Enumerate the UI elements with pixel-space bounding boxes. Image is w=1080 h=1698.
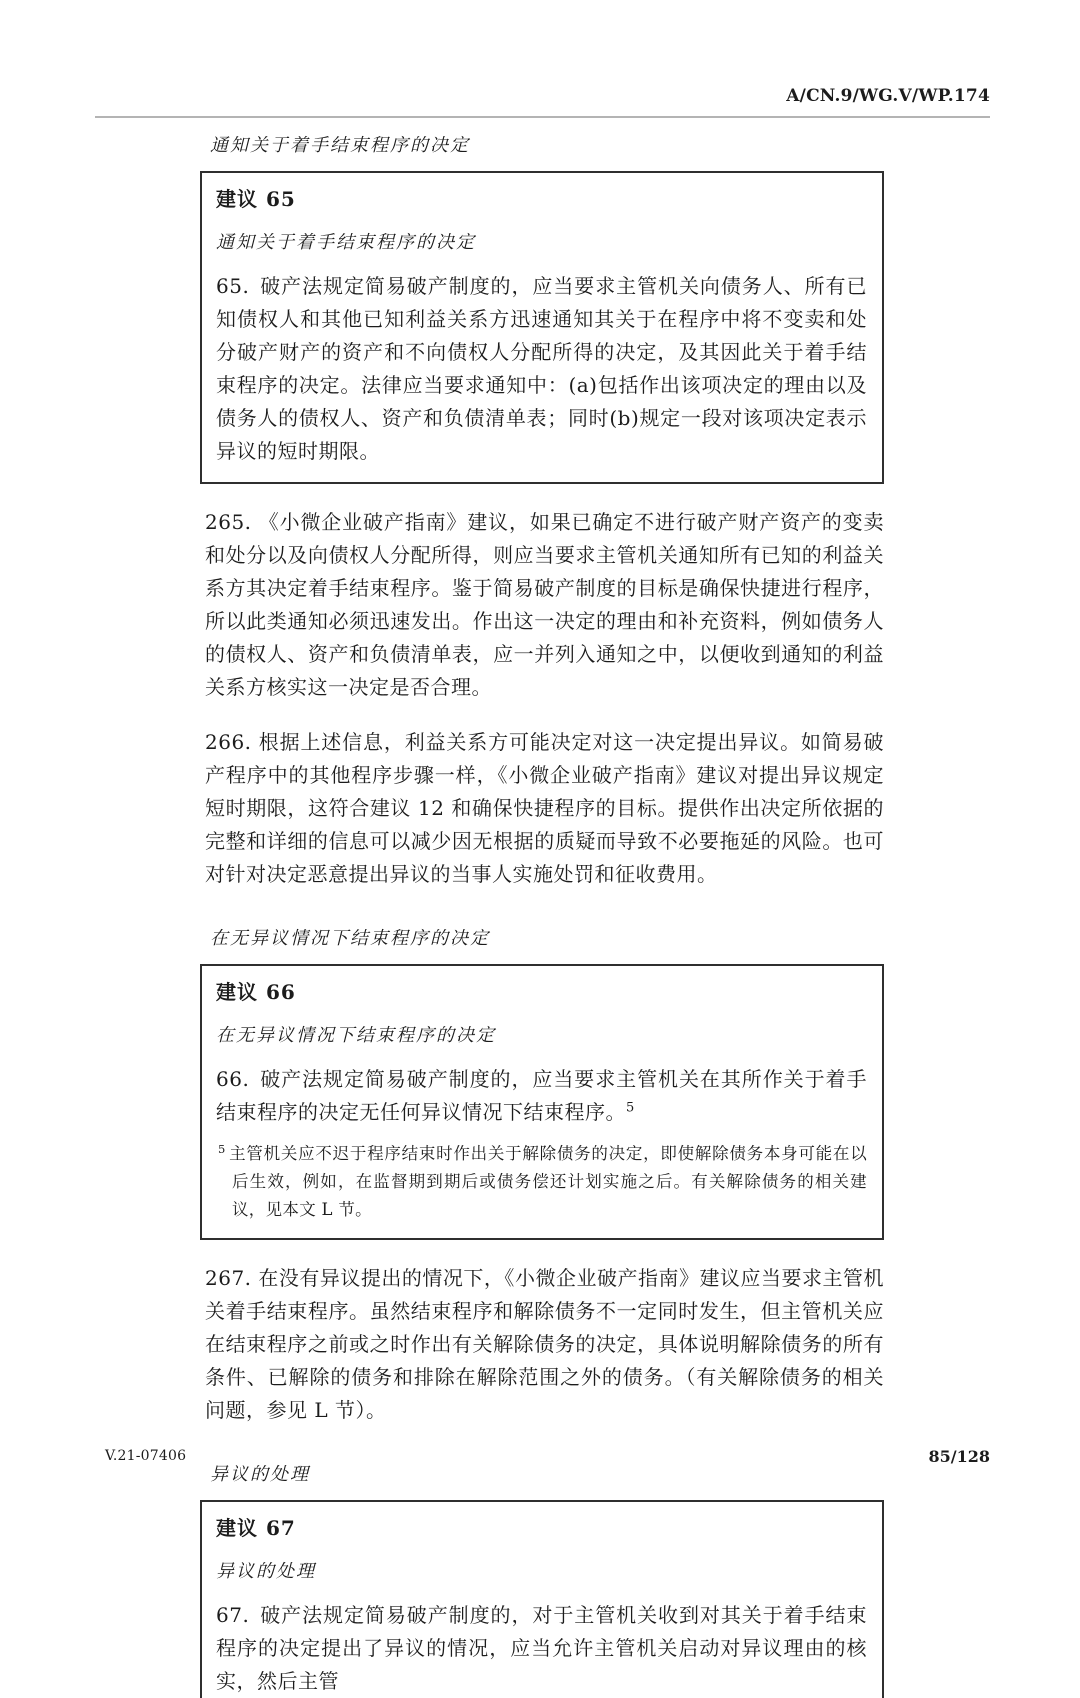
recommendation-66-box [200,964,884,1240]
recommendation-66-text [216,1063,867,1129]
document-symbol: A/CN.9/WG.V/WP.174 [786,86,990,106]
footnote-5-marker: 5 [218,1141,226,1156]
footnote-5 [216,1140,867,1224]
section-heading-objection: 异议的处理 [210,1464,310,1485]
footer-document-number: V.21-07406 [105,1448,187,1464]
recommendation-67-title: 建议 67 [216,1516,296,1540]
footer-page-number: 85/128 [928,1447,990,1466]
recommendation-66-subtitle: 在无异议情况下结束程序的决定 [216,1025,496,1046]
footnote-5-reference: 5 [626,1100,635,1116]
section-heading-notice: 通知关于着手结束程序的决定 [210,135,470,156]
recommendation-66-body-text: 66. 破产法规定简易破产制度的，应当要求主管机关在其所作关于着手结束程序的决定无任何异议情况下结束程序。 [216,1067,867,1124]
recommendation-66-title: 建议 66 [216,980,296,1004]
header-divider [95,116,990,118]
paragraph-267: 267. 在没有异议提出的情况下，《小微企业破产指南》建议应当要求主管机关着手结束程序。虽然结束程序和解除债务不一定同时发生，但主管机关应在结束程序之前或之时作出有关解除债务的决定，具体说明解除债务的所有条件、已解除的债务和排除在解除范围之外的债务。（有关解除债务的相关问题，参见 L 节）。 [205,1266,884,1422]
recommendation-65-text: 65. 破产法规定简易破产制度的，应当要求主管机关向债务人、所有已知债权人和其他已知利益关系方迅速通知其关于在程序中将不变卖和处分破产财产的资产和不向债权人分配所得的决定，及其因此关于着手结束程序的决定。法律应当要求通知中：(a)包括作出该项决定的理由以及债务人的债权人、资产和负债清单表；同时(b)规定一段对该项决定表示异议的短时期限。 [216,274,867,463]
paragraph-265: 265. 《小微企业破产指南》建议，如果已确定不进行破产财产资产的变卖和处分以及向债权人分配所得，则应当要求主管机关通知所有已知的利益关系方其决定着手结束程序。鉴于简易破产制度的目标是确保快捷进行程序，所以此类通知必须迅速发出。作出这一决定的理由和补充资料，例如债务人的债权人、资产和负债清单表，应一并列入通知之中，以便收到通知的利益关系方核实这一决定是否合理。 [205,510,884,699]
paragraph-266: 266. 根据上述信息，利益关系方可能决定对这一决定提出异议。如简易破产程序中的其他程序步骤一样，《小微企业破产指南》建议对提出异议规定短时期限，这符合建议 12 和确保快捷程序的目标。提供作出决定所依据的完整和详细的信息可以减少因无根据的质疑而导致不必要拖延的风险。也可对针对决定恶意提出异议的当事人实施处罚和征收费用。 [205,730,884,886]
recommendation-65-title: 建议 65 [216,187,296,211]
recommendation-65-box [200,171,884,484]
recommendation-67-box [200,1500,884,1698]
page-content [200,134,884,1698]
section-heading-no-objection: 在无异议情况下结束程序的决定 [210,928,490,949]
recommendation-67-subtitle: 异议的处理 [216,1561,316,1582]
recommendation-65-subtitle: 通知关于着手结束程序的决定 [216,232,476,253]
footnote-5-text: 主管机关应不迟于程序结束时作出关于解除债务的决定，即使解除债务本身可能在以后生效，例如，在监督期到期后或债务偿还计划实施之后。有关解除债务的相关建议，见本文 L 节。 [228,1144,867,1219]
recommendation-67-text: 67. 破产法规定简易破产制度的，对于主管机关收到对其关于着手结束程序的决定提出了异议的情况，应当允许主管机关启动对异议理由的核实，然后主管 [216,1603,867,1693]
